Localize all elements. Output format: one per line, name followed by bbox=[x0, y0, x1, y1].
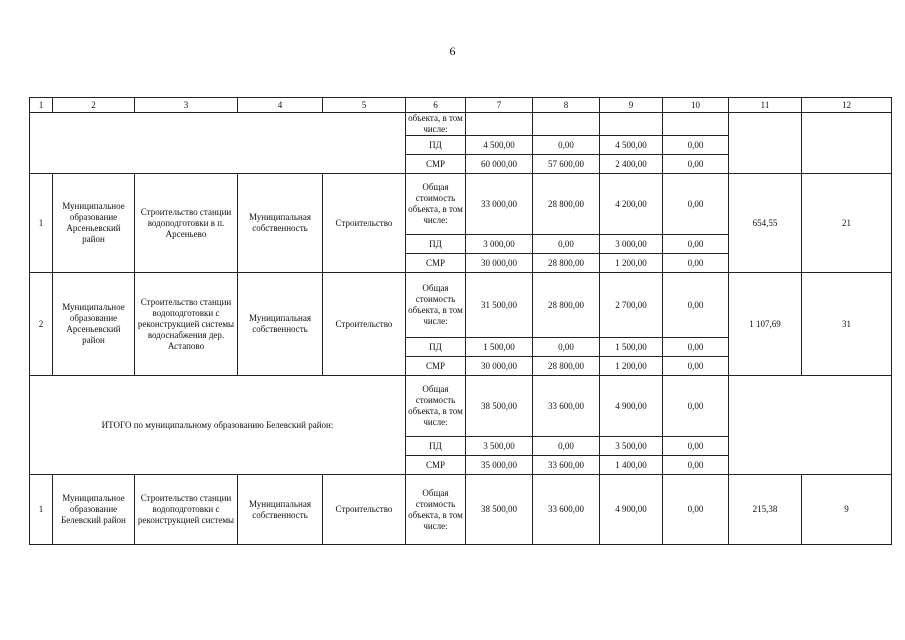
cost-label-cell: объекта, в том числе: bbox=[406, 113, 466, 136]
table-cell: 31 bbox=[802, 273, 892, 376]
table-cell: 60 000,00 bbox=[466, 155, 533, 174]
header-cell: 3 bbox=[135, 98, 238, 113]
header-cell: 1 bbox=[30, 98, 53, 113]
table-cell: 0,00 bbox=[663, 174, 729, 235]
table-cell: ПД bbox=[406, 338, 466, 357]
table-cell: 0,00 bbox=[663, 155, 729, 174]
table-cell: ПД bbox=[406, 235, 466, 254]
table-cell: СМР bbox=[406, 456, 466, 475]
table-cell: 0,00 bbox=[663, 136, 729, 155]
table-cell: 1 500,00 bbox=[466, 338, 533, 357]
table-cell: 0,00 bbox=[533, 338, 600, 357]
table-cell: ПД bbox=[406, 136, 466, 155]
table-cell: 38 500,00 bbox=[466, 475, 533, 545]
header-cell: 4 bbox=[238, 98, 323, 113]
table-cell: 28 800,00 bbox=[533, 357, 600, 376]
table-cell: 4 500,00 bbox=[600, 136, 663, 155]
cost-label-cell: Общая стоимость объекта, в том числе: bbox=[406, 376, 466, 437]
page-number: 6 bbox=[449, 44, 456, 58]
table-row bbox=[30, 273, 892, 338]
table-cell bbox=[533, 113, 600, 136]
header-cell: 11 bbox=[729, 98, 802, 113]
object-cell: Строительство станции водоподготовки с реконструкцией системы водоснабжения дер. Астапово bbox=[135, 273, 238, 376]
table-cell: 0,00 bbox=[663, 456, 729, 475]
object-cell: Строительство станции водоподготовки в п. Арсеньево bbox=[135, 174, 238, 273]
table-cell: 1 500,00 bbox=[600, 338, 663, 357]
table-row bbox=[30, 174, 892, 235]
table-cell: 1 400,00 bbox=[600, 456, 663, 475]
table-cell: 3 500,00 bbox=[600, 437, 663, 456]
table-cell: 28 800,00 bbox=[533, 273, 600, 338]
table-cell: 33 000,00 bbox=[466, 174, 533, 235]
table-cell: 57 600,00 bbox=[533, 155, 600, 174]
ownership-cell: Муниципальная собственность bbox=[238, 273, 323, 376]
header-row bbox=[30, 98, 892, 113]
empty-merged-cell bbox=[30, 113, 406, 174]
municipality-cell: Муниципальное образование Арсеньевский район bbox=[53, 273, 135, 376]
header-cell: 10 bbox=[663, 98, 729, 113]
table-cell: 28 800,00 bbox=[533, 254, 600, 273]
table-cell bbox=[600, 113, 663, 136]
table-cell: СМР bbox=[406, 254, 466, 273]
table-cell: 28 800,00 bbox=[533, 174, 600, 235]
table-cell: 30 000,00 bbox=[466, 357, 533, 376]
table-cell: 0,00 bbox=[663, 357, 729, 376]
table-cell: 4 900,00 bbox=[600, 376, 663, 437]
table-cell: 0,00 bbox=[663, 437, 729, 456]
table-cell: 0,00 bbox=[663, 254, 729, 273]
table-cell: 2 400,00 bbox=[600, 155, 663, 174]
table-cell: 9 bbox=[802, 475, 892, 545]
table-cell: 0,00 bbox=[663, 475, 729, 545]
table-cell: 0,00 bbox=[663, 338, 729, 357]
work-type-cell: Строительство bbox=[323, 475, 406, 545]
table-cell: СМР bbox=[406, 357, 466, 376]
ownership-cell: Муниципальная собственность bbox=[238, 174, 323, 273]
table-cell: 4 200,00 bbox=[600, 174, 663, 235]
table-cell: 0,00 bbox=[663, 376, 729, 437]
header-cell: 8 bbox=[533, 98, 600, 113]
work-type-cell: Строительство bbox=[323, 273, 406, 376]
cost-label-cell: Общая стоимость объекта, в том числе: bbox=[406, 273, 466, 338]
table-cell: 33 600,00 bbox=[533, 376, 600, 437]
table-cell: 1 107,69 bbox=[729, 273, 802, 376]
header-cell: 6 bbox=[406, 98, 466, 113]
table-cell: 33 600,00 bbox=[533, 475, 600, 545]
table-cell: 654,55 bbox=[729, 174, 802, 273]
table-cell: 31 500,00 bbox=[466, 273, 533, 338]
table-cell: 0,00 bbox=[533, 235, 600, 254]
table-cell bbox=[663, 113, 729, 136]
table-cell: 0,00 bbox=[663, 235, 729, 254]
table-cell: 3 500,00 bbox=[466, 437, 533, 456]
row-number: 1 bbox=[30, 475, 53, 545]
table-cell: 2 700,00 bbox=[600, 273, 663, 338]
table-cell: ПД bbox=[406, 437, 466, 456]
table-cell: 0,00 bbox=[533, 136, 600, 155]
municipality-cell: Муниципальное образование Арсеньевский район bbox=[53, 174, 135, 273]
table-cell bbox=[729, 376, 802, 475]
total-label: ИТОГО по муниципальному образованию Белевский район: bbox=[30, 376, 406, 475]
table-cell bbox=[802, 113, 892, 174]
table-cell: 1 200,00 bbox=[600, 357, 663, 376]
table-row bbox=[30, 376, 892, 437]
header-cell: 2 bbox=[53, 98, 135, 113]
work-type-cell: Строительство bbox=[323, 174, 406, 273]
table-cell: 1 200,00 bbox=[600, 254, 663, 273]
table-cell: 3 000,00 bbox=[600, 235, 663, 254]
cost-label-cell: Общая стоимость объекта, в том числе: bbox=[406, 475, 466, 545]
table-cell bbox=[729, 113, 802, 174]
table-row bbox=[30, 475, 892, 545]
ownership-cell: Муниципальная собственность bbox=[238, 475, 323, 545]
table-cell: 33 600,00 bbox=[533, 456, 600, 475]
table-cell: 4 900,00 bbox=[600, 475, 663, 545]
table-cell bbox=[466, 113, 533, 136]
object-cell: Строительство станции водоподготовки с реконструкцией системы bbox=[135, 475, 238, 545]
row-number: 2 bbox=[30, 273, 53, 376]
table-cell: 215,38 bbox=[729, 475, 802, 545]
table-cell bbox=[802, 376, 892, 475]
header-cell: 7 bbox=[466, 98, 533, 113]
table-cell: 3 000,00 bbox=[466, 235, 533, 254]
row-number: 1 bbox=[30, 174, 53, 273]
header-cell: 12 bbox=[802, 98, 892, 113]
table-cell: 35 000,00 bbox=[466, 456, 533, 475]
header-cell: 5 bbox=[323, 98, 406, 113]
municipality-cell: Муниципальное образование Белевский район bbox=[53, 475, 135, 545]
table-cell: 38 500,00 bbox=[466, 376, 533, 437]
table-cell: 30 000,00 bbox=[466, 254, 533, 273]
table-row bbox=[30, 113, 892, 136]
table-cell: 21 bbox=[802, 174, 892, 273]
table-cell: СМР bbox=[406, 155, 466, 174]
header-cell: 9 bbox=[600, 98, 663, 113]
investment-table bbox=[29, 97, 892, 545]
table-cell: 0,00 bbox=[663, 273, 729, 338]
table-cell: 4 500,00 bbox=[466, 136, 533, 155]
table-cell: 0,00 bbox=[533, 437, 600, 456]
cost-label-cell: Общая стоимость объекта, в том числе: bbox=[406, 174, 466, 235]
